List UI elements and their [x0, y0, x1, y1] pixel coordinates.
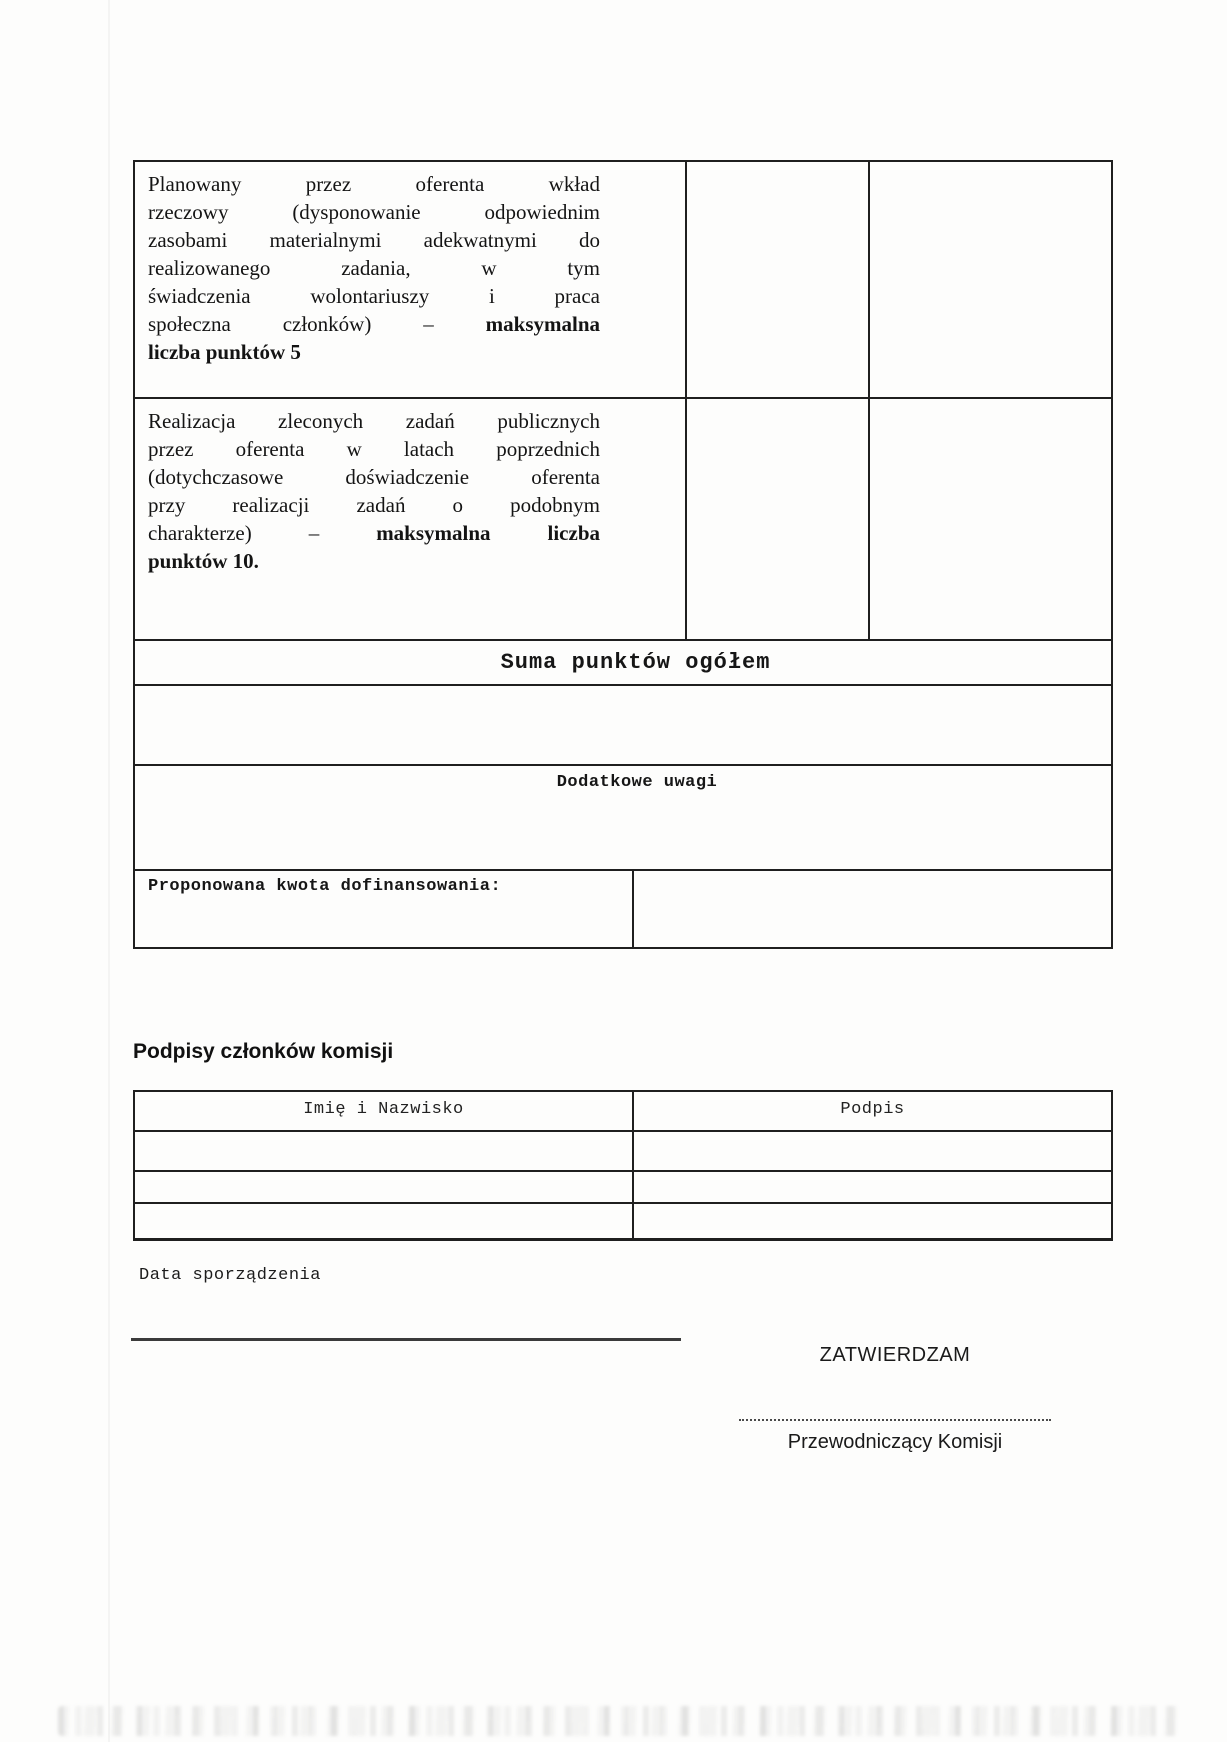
criterion-line: przy realizacji zadań o podobnym	[148, 493, 600, 517]
criterion-text-cell	[135, 399, 685, 639]
approval-block	[730, 1344, 1060, 1454]
signature-row	[135, 1202, 1111, 1238]
score-cell-empty	[685, 162, 868, 397]
criterion-line: (dotychczasowe doświadczenie oferenta	[148, 465, 600, 489]
score-cell-empty	[868, 162, 1111, 397]
proposed-amount-label: Proponowana kwota dofinansowania:	[148, 877, 502, 896]
name-cell-empty	[135, 1132, 632, 1170]
signature-header-cell	[632, 1092, 1111, 1130]
signatures-table	[133, 1090, 1113, 1241]
criterion-line: zasobami materialnymi adekwatnymi do	[148, 228, 600, 252]
criterion-line: przez oferenta w latach poprzednich	[148, 437, 600, 461]
criterion-row-material-contribution	[135, 162, 1111, 397]
signature-cell-empty	[632, 1132, 1111, 1170]
total-points-label: Suma punktów ogółem	[500, 650, 771, 675]
proposed-amount-label-cell	[135, 871, 632, 947]
criterion-line: liczba punktów 5	[148, 340, 301, 364]
chairman-dotted-signature-line	[739, 1407, 1051, 1421]
proposed-amount-value-cell	[632, 871, 1111, 947]
signatures-header-row	[135, 1092, 1111, 1130]
name-cell-empty	[135, 1172, 632, 1202]
signature-cell-empty	[632, 1204, 1111, 1238]
proposed-amount-row	[135, 869, 1111, 947]
signature-column-header: Podpis	[840, 1100, 905, 1119]
criterion-row-past-experience	[135, 397, 1111, 639]
criterion-line: punktów 10.	[148, 549, 259, 573]
score-cell-empty	[868, 399, 1111, 639]
scan-fold-line	[108, 0, 110, 1742]
signature-row	[135, 1170, 1111, 1202]
name-header-cell	[135, 1092, 632, 1130]
criterion-line: charakterze) – maksymalna liczba	[148, 521, 600, 545]
date-of-preparation-label: Data sporządzenia	[139, 1266, 321, 1285]
signature-cell-empty	[632, 1172, 1111, 1202]
date-signature-line	[131, 1338, 681, 1341]
scan-noise-band	[58, 1706, 1180, 1736]
criterion-line: Realizacja zleconych zadań publicznych	[148, 409, 600, 433]
approve-heading: ZATWIERDZAM	[819, 1344, 971, 1366]
criterion-line: rzeczowy (dysponowanie odpowiednim	[148, 200, 600, 224]
criterion-line: realizowanego zadania, w tym	[148, 256, 600, 280]
additional-notes-label: Dodatkowe uwagi	[556, 773, 718, 792]
additional-notes-row	[135, 764, 1111, 869]
criterion-text	[148, 170, 600, 366]
signature-row	[135, 1130, 1111, 1170]
name-column-header: Imię i Nazwisko	[303, 1100, 464, 1119]
criterion-line: świadczenia wolontariuszy i praca	[148, 284, 600, 308]
total-points-header-row	[135, 639, 1111, 684]
total-points-value-row	[135, 684, 1111, 764]
criterion-text	[148, 407, 600, 575]
criterion-line: Planowany przez oferenta wkład	[148, 172, 600, 196]
signatures-heading: Podpisy członków komisji	[133, 1040, 394, 1063]
criterion-line: społeczna członków) – maksymalna	[148, 312, 600, 336]
name-cell-empty	[135, 1204, 632, 1238]
chairman-label: Przewodniczący Komisji	[787, 1431, 1003, 1453]
evaluation-table	[133, 160, 1113, 949]
score-cell-empty	[685, 399, 868, 639]
criterion-text-cell	[135, 162, 685, 397]
